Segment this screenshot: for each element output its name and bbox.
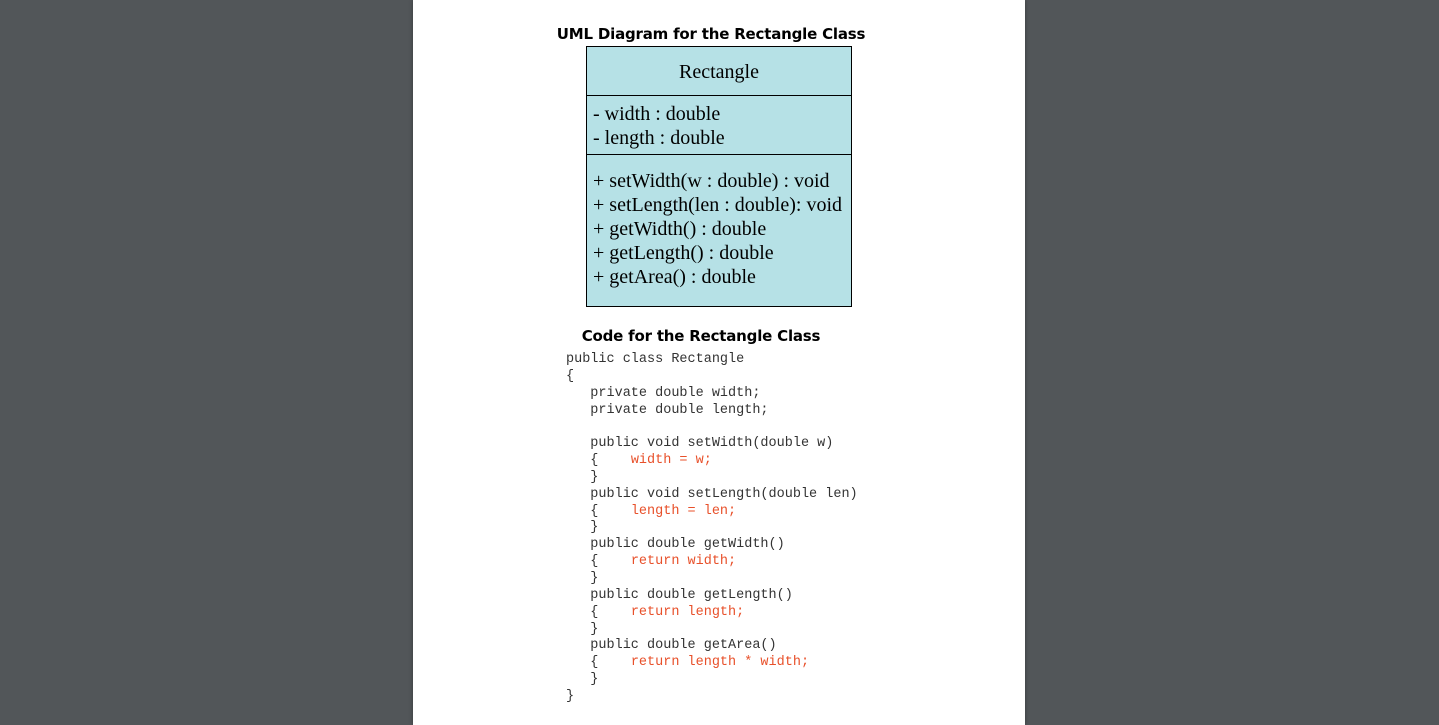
code-line [566, 638, 858, 655]
code-text: public double getLength() [566, 587, 793, 603]
code-text: public class Rectangle [566, 352, 745, 367]
code-text: { [566, 554, 631, 570]
code-line [566, 369, 858, 386]
uml-attributes-section [587, 96, 851, 155]
code-line [566, 470, 858, 487]
code-heading: Code for the Rectangle Class [581, 327, 821, 345]
uml-method: + getWidth() : double [593, 218, 767, 240]
code-text: { [566, 655, 631, 671]
code-text: { [566, 368, 575, 384]
code-text: { [566, 503, 631, 519]
code-line [566, 403, 858, 420]
code-line [566, 352, 858, 369]
uml-method: + setWidth(w : double) : void [593, 170, 830, 192]
code-highlight: width = w; [630, 453, 712, 469]
code-line [566, 571, 858, 588]
uml-attribute: - width : double [593, 103, 721, 125]
code-line [566, 655, 858, 672]
code-highlight: return length; [630, 604, 745, 620]
code-text: { [566, 604, 631, 620]
code-highlight: return length * width; [630, 655, 810, 671]
uml-method: + getLength() : double [593, 242, 774, 264]
code-line [566, 436, 858, 453]
code-line [566, 504, 858, 521]
code-line [566, 554, 858, 571]
code-text: private double length; [566, 402, 769, 418]
document-page [413, 0, 1025, 725]
code-text: public double getArea() [566, 638, 777, 654]
code-line [566, 672, 858, 689]
code-text: { [566, 453, 631, 469]
code-text: } [566, 520, 599, 536]
code-block [566, 352, 858, 706]
uml-class-name: Rectangle [587, 47, 851, 96]
uml-heading: UML Diagram for the Rectangle Class [556, 25, 866, 43]
code-line [566, 537, 858, 554]
code-line [566, 605, 858, 622]
uml-method: + setLength(len : double): void [593, 194, 843, 216]
code-text: } [566, 672, 599, 688]
uml-attribute: - length : double [593, 127, 725, 149]
uml-method: + getArea() : double [593, 266, 756, 288]
code-text: } [566, 688, 575, 704]
uml-class-diagram [586, 46, 852, 307]
uml-methods-section [587, 155, 851, 289]
code-text: public void setWidth(double w) [566, 436, 834, 452]
code-text: private double width; [566, 385, 761, 401]
code-line [566, 453, 858, 470]
code-text: } [566, 621, 599, 637]
code-highlight: length = len; [630, 503, 737, 519]
code-line [566, 588, 858, 605]
code-text: public double getWidth() [566, 537, 785, 553]
code-line [566, 622, 858, 639]
code-line [566, 487, 858, 504]
code-highlight: return width; [630, 554, 737, 570]
code-text: } [566, 570, 599, 586]
code-line [566, 689, 858, 706]
code-line [566, 520, 858, 537]
code-text: public void setLength(double len) [566, 486, 858, 502]
code-line [566, 419, 858, 436]
code-line [566, 386, 858, 403]
code-text: } [566, 469, 599, 485]
